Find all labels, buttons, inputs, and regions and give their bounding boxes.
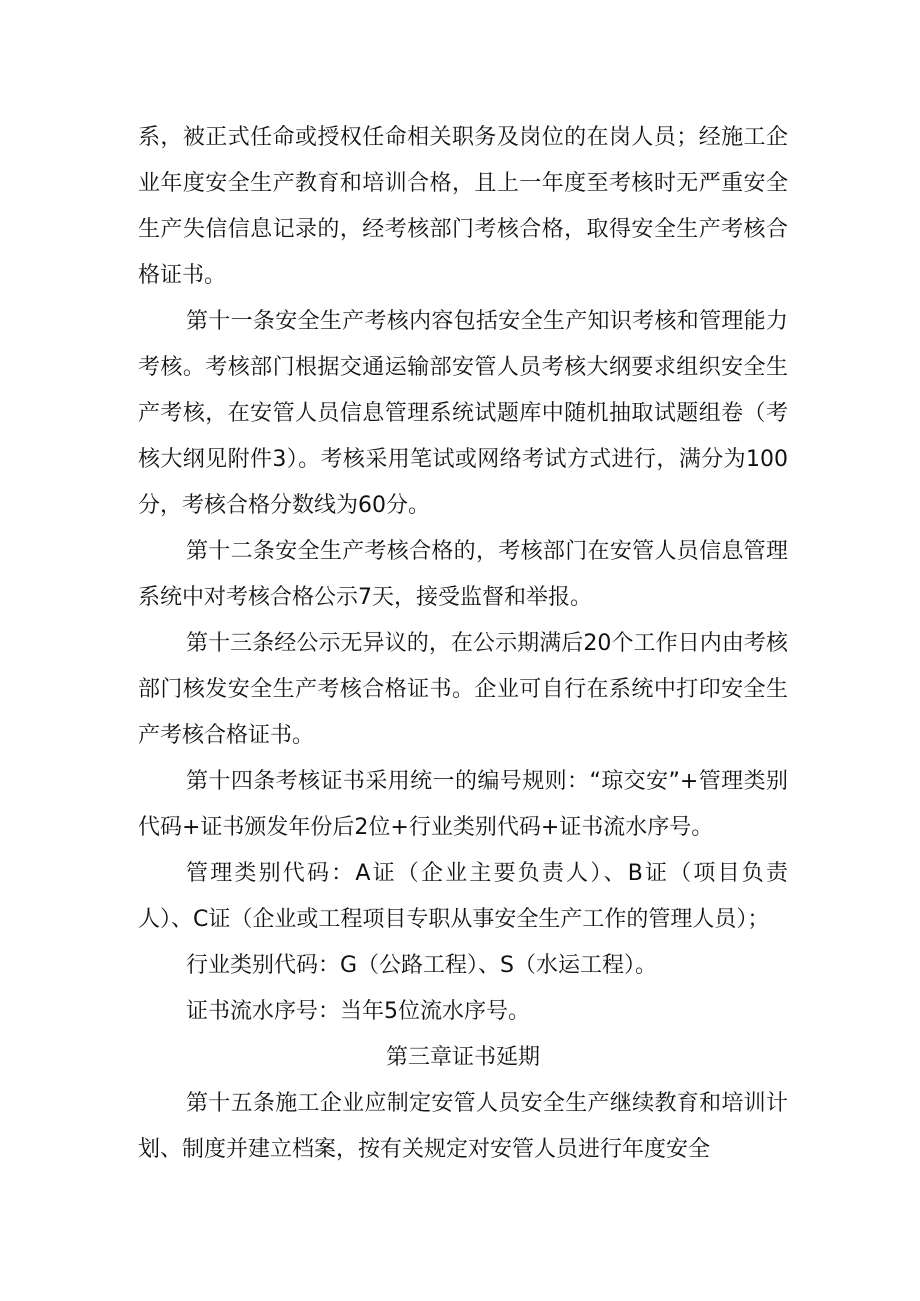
paragraph-article-14: 第十四条考核证书采用统一的编号规则：“琼交安”+管理类别代码+证书颁发年份后2位+行业类别代码+证书流水序号。 [138,769,788,840]
paragraph-article-11: 第十一条安全生产考核内容包括安全生产知识考核和管理能力考核。考核部门根据交通运输部安管人员考核大纲要求组织安全生产考核，在安管人员信息管理系统试题库中随机抽取试题组卷（考核大纲见附件3）。考核采用笔试或网络考试方式进行，满分为100分，考核合格分数线为60分。 [138,309,788,518]
paragraph-industry-category-codes: 行业类别代码：G（公路工程）、S（水运工程）。 [186,953,658,978]
paragraph-management-category-codes: 管理类别代码：A证（企业主要负责人）、B证（项目负责人）、C证（企业或工程项目专职从事安全生产工作的管理人员）； [138,861,788,932]
paragraph-article-13: 第十三条经公示无异议的，在公示期满后20个工作日内由考核部门核发安全生产考核合格证书。企业可自行在系统中打印安全生产考核合格证书。 [138,631,788,748]
chapter-heading: 第三章证书延期 [385,1045,540,1070]
paragraph-serial-number: 证书流水序号：当年5位流水序号。 [186,999,530,1024]
document-page [138,115,788,1173]
paragraph-article-15: 第十五条施工企业应制定安管人员安全生产继续教育和培训计划、制度并建立档案，按有关规定对安管人员进行年度安全 [138,1091,788,1162]
paragraph-article-12: 第十二条安全生产考核合格的，考核部门在安管人员信息管理系统中对考核合格公示7天，接受监督和举报。 [138,539,788,610]
paragraph-continuation: 系，被正式任命或授权任命相关职务及岗位的在岗人员；经施工企业年度安全生产教育和培训合格，且上一年度至考核时无严重安全生产失信信息记录的，经考核部门考核合格，取得安全生产考核合格证书。 [138,125,788,288]
